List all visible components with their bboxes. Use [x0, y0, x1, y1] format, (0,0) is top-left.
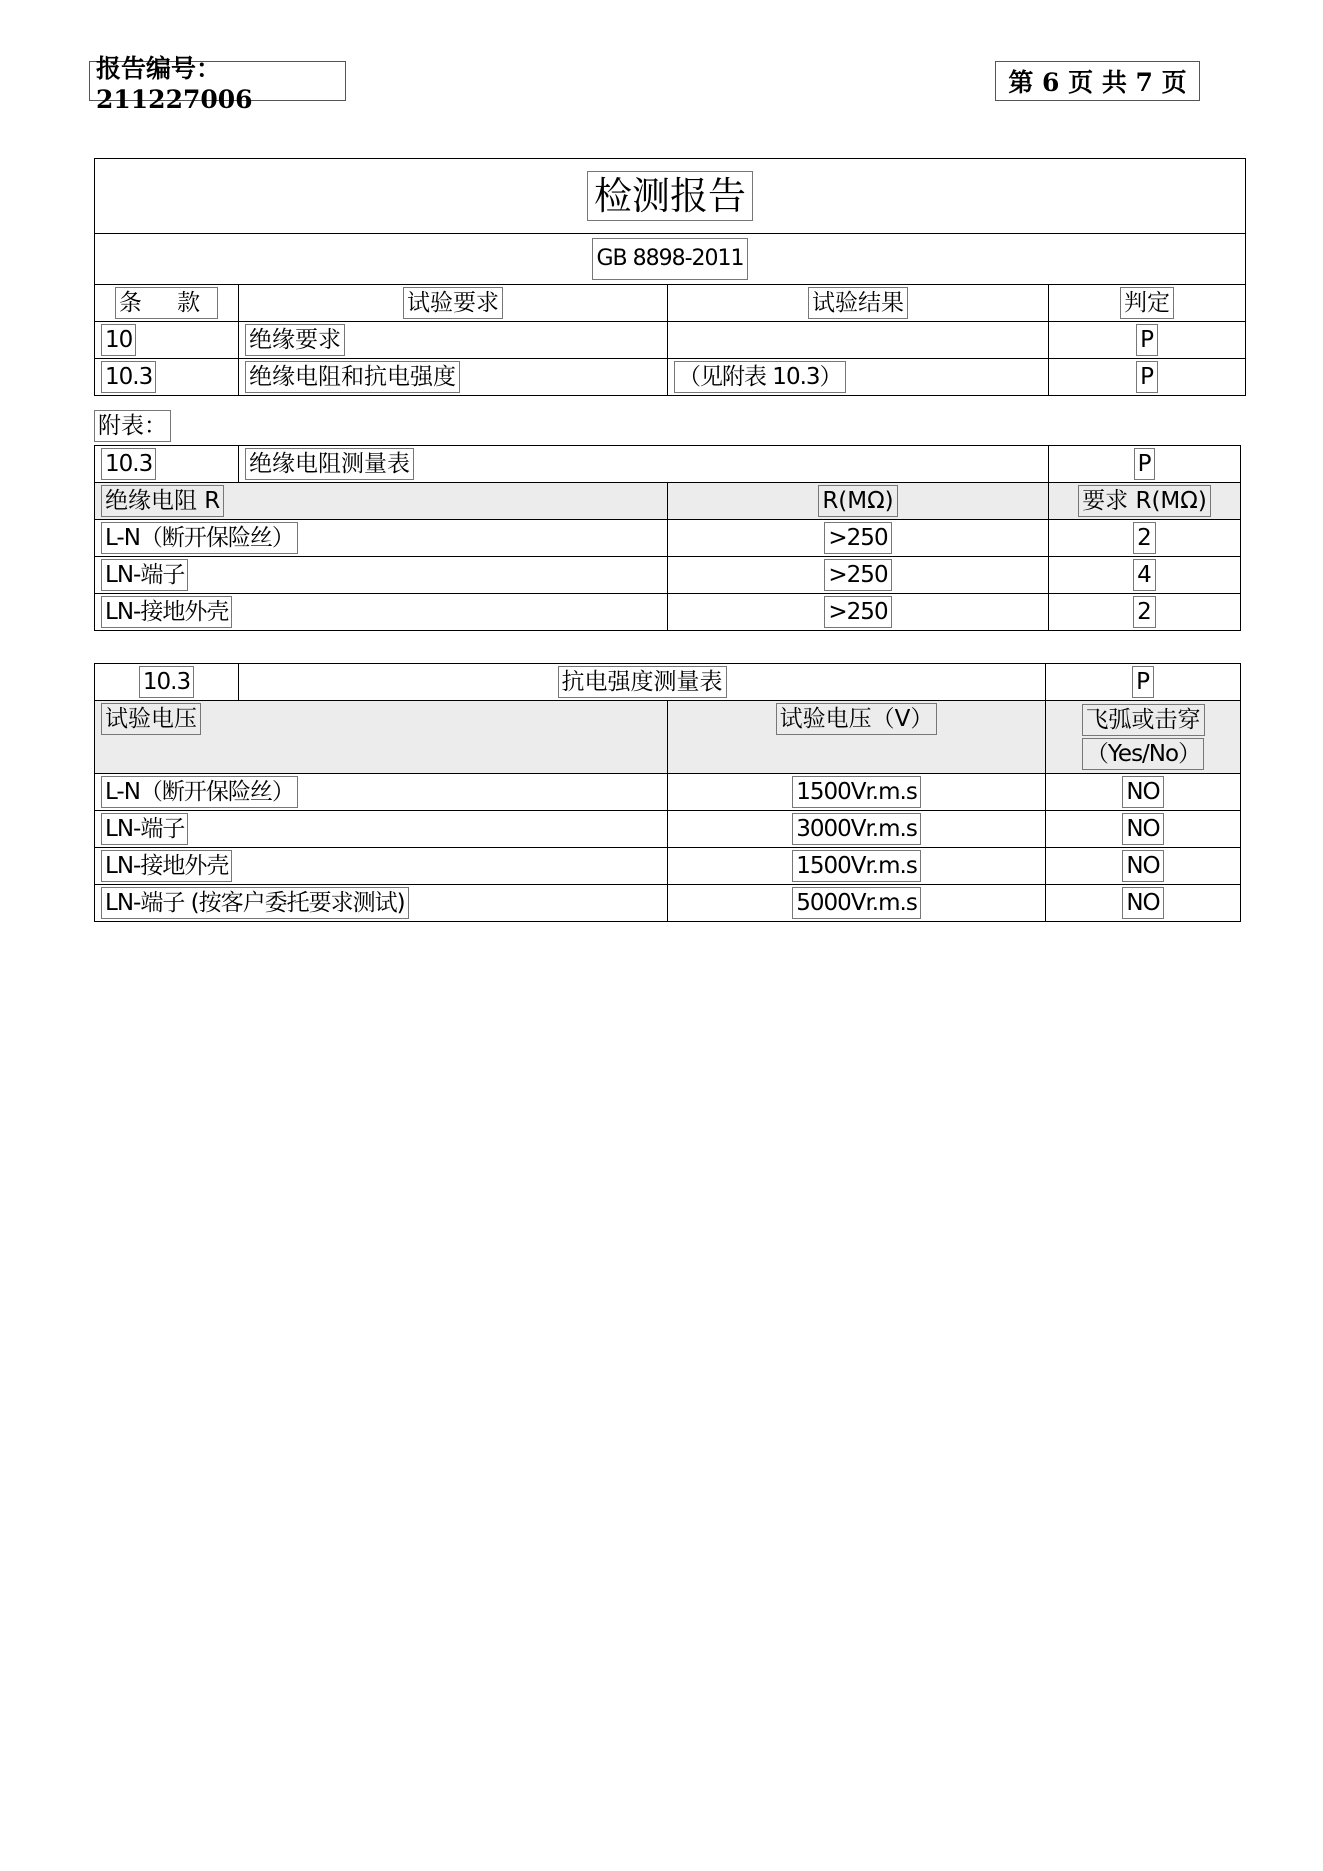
- breakdown-cell: NO: [1122, 813, 1163, 845]
- report-title: 检测报告: [587, 171, 753, 221]
- column-header-row: [95, 483, 1241, 520]
- item-cell: LN-接地外壳: [101, 850, 232, 882]
- page-indicator: 第 6 页 共 7 页: [995, 61, 1200, 101]
- required-cell: 2: [1133, 522, 1156, 554]
- result-cell: [668, 322, 1049, 359]
- measured-cell: >250: [824, 522, 891, 554]
- item-cell: LN-端子: [101, 559, 188, 591]
- voltage-cell: 5000Vr.m.s: [792, 887, 921, 919]
- required-cell: 4: [1133, 559, 1156, 591]
- item-cell: LN-接地外壳: [101, 596, 232, 628]
- voltage-cell: 3000Vr.m.s: [792, 813, 921, 845]
- item-cell: L-N（断开保险丝）: [101, 776, 298, 808]
- table-row: [95, 557, 1241, 594]
- breakdown-cell: NO: [1122, 850, 1163, 882]
- table-row: [95, 520, 1241, 557]
- verdict-cell: P: [1136, 361, 1158, 393]
- table-title: 抗电强度测量表: [558, 666, 727, 698]
- col-required-header: 要求 R(MΩ): [1078, 485, 1211, 517]
- col-clause-header: 条 款: [115, 287, 218, 319]
- table-title: 绝缘电阻测量表: [245, 448, 414, 480]
- table-row: [95, 811, 1241, 848]
- table-title-row: [95, 446, 1241, 483]
- clause-cell: 10: [101, 324, 136, 356]
- item-cell: LN-端子: [101, 813, 188, 845]
- breakdown-cell: NO: [1122, 887, 1163, 919]
- result-cell: （见附表 10.3）: [674, 361, 846, 393]
- voltage-cell: 1500Vr.m.s: [792, 850, 921, 882]
- breakdown-cell: NO: [1122, 776, 1163, 808]
- column-header-row: [95, 701, 1241, 774]
- column-header-row: [95, 285, 1246, 322]
- verdict-cell: P: [1132, 666, 1154, 698]
- table-row: [95, 885, 1241, 922]
- item-cell: LN-端子 (按客户委托要求测试): [101, 887, 409, 919]
- col-voltage-header: 试验电压（V）: [776, 703, 938, 735]
- required-cell: 2: [1133, 596, 1156, 628]
- table-row: [95, 774, 1241, 811]
- requirement-cell: 绝缘要求: [245, 324, 345, 356]
- clause-cell: 10.3: [101, 448, 156, 480]
- requirement-cell: 绝缘电阻和抗电强度: [245, 361, 460, 393]
- insulation-resistance-table: [94, 445, 1241, 631]
- clause-cell: 10.3: [139, 666, 194, 698]
- item-cell: L-N（断开保险丝）: [101, 522, 298, 554]
- measured-cell: >250: [824, 559, 891, 591]
- electric-strength-table: [94, 663, 1241, 922]
- col-result-header: 试验结果: [808, 287, 908, 319]
- voltage-cell: 1500Vr.m.s: [792, 776, 921, 808]
- col-item-header: 绝缘电阻 R: [101, 485, 224, 517]
- standard-number: GB 8898-2011: [592, 238, 747, 280]
- report-table: [94, 158, 1246, 396]
- table-title-row: [95, 664, 1241, 701]
- table-row: [95, 848, 1241, 885]
- table-row: [95, 594, 1241, 631]
- col-breakdown-header: 飞弧或击穿: [1082, 704, 1205, 736]
- verdict-cell: P: [1134, 448, 1156, 480]
- col-verdict-header: 判定: [1120, 287, 1174, 319]
- appendix-label: 附表：: [94, 410, 171, 442]
- report-number: 报告编号：211227006: [89, 61, 346, 101]
- col-requirement-header: 试验要求: [403, 287, 503, 319]
- col-measured-header: R(MΩ): [818, 485, 897, 517]
- table-row: [95, 322, 1246, 359]
- measured-cell: >250: [824, 596, 891, 628]
- col-breakdown-subheader: （Yes/No）: [1082, 738, 1204, 770]
- verdict-cell: P: [1136, 324, 1158, 356]
- table-row: [95, 359, 1246, 396]
- clause-cell: 10.3: [101, 361, 156, 393]
- col-item-header: 试验电压: [101, 703, 201, 735]
